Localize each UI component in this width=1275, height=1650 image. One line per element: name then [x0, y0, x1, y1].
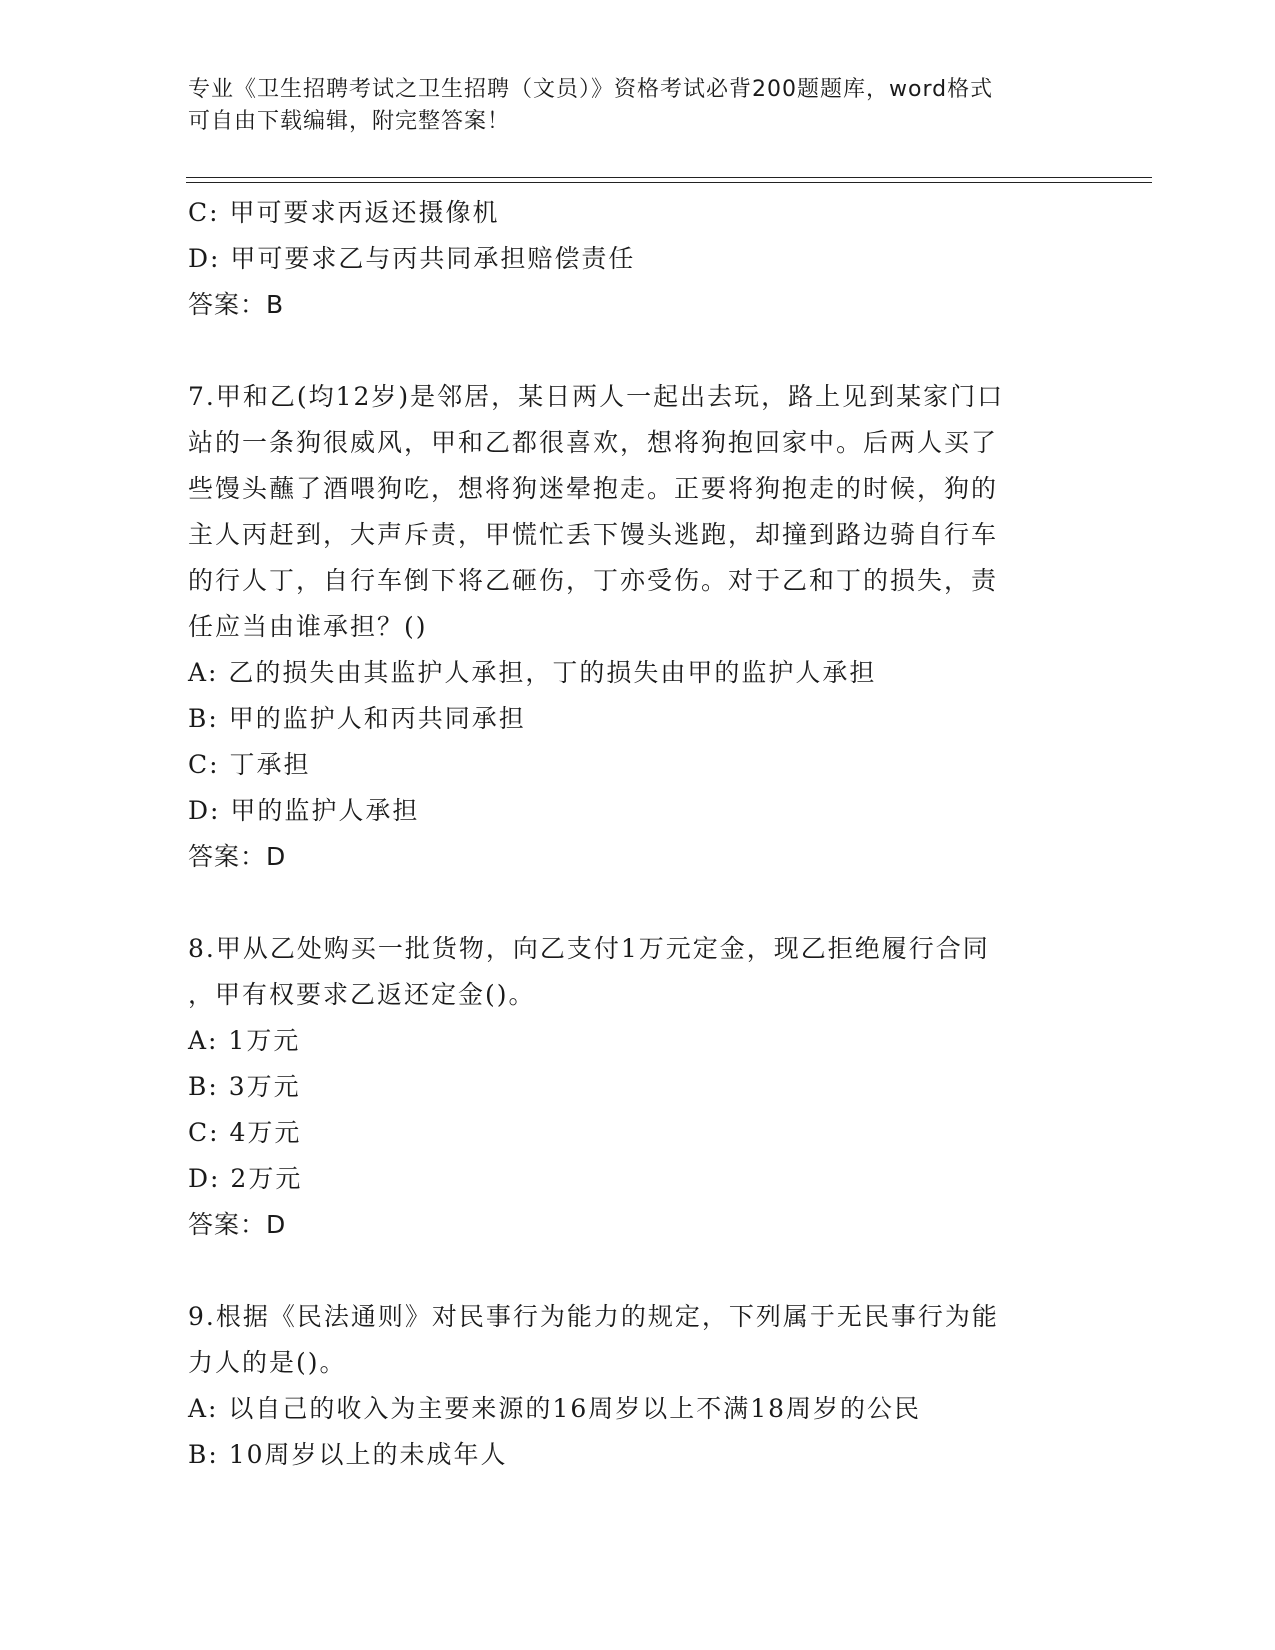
- question-8-option-b: B: 3万元: [188, 1072, 301, 1101]
- question-8-option-d: D: 2万元: [188, 1164, 303, 1193]
- question-7-stem-line-5: 的行人丁，自行车倒下将乙砸伤，丁亦受伤。对于乙和丁的损失，责: [188, 566, 999, 595]
- header-divider-top: [186, 177, 1152, 178]
- spacer: [188, 880, 1088, 926]
- question-7-option-b: B: 甲的监护人和丙共同承担: [188, 704, 526, 733]
- question-7-answer: 答案：D: [188, 842, 287, 871]
- question-7-stem-line-4: 主人丙赶到，大声斥责，甲慌忙丢下馒头逃跑，却撞到路边骑自行车: [188, 520, 999, 549]
- question-7-option-a: A: 乙的损失由其监护人承担，丁的损失由甲的监护人承担: [188, 658, 877, 687]
- header-divider-bottom: [186, 182, 1152, 183]
- question-8-option-a: A: 1万元: [188, 1026, 301, 1055]
- question-7-stem-line-2: 站的一条狗很威风，甲和乙都很喜欢，想将狗抱回家中。后两人买了: [188, 428, 999, 457]
- question-7-stem-line-1: 7.甲和乙(均12岁)是邻居，某日两人一起出去玩，路上见到某家门口: [188, 382, 1005, 411]
- prev-answer: 答案：B: [188, 290, 285, 319]
- question-7: [188, 374, 1088, 880]
- question-8-stem-line-1: 8.甲从乙处购买一批货物，向乙支付1万元定金，现乙拒绝履行合同: [188, 934, 990, 963]
- question-8-stem-line-2: ，甲有权要求乙返还定金()。: [188, 980, 536, 1009]
- document-header: [188, 74, 1068, 138]
- question-7-option-d: D: 甲的监护人承担: [188, 796, 420, 825]
- question-8-answer: 答案：D: [188, 1210, 287, 1239]
- question-8: [188, 926, 1088, 1248]
- question-8-option-c: C: 4万元: [188, 1118, 302, 1147]
- prev-option-d: D: 甲可要求乙与丙共同承担赔偿责任: [188, 244, 636, 273]
- question-9-option-b: B: 10周岁以上的未成年人: [188, 1440, 508, 1469]
- question-9-stem-line-1: 9.根据《民法通则》对民事行为能力的规定，下列属于无民事行为能: [188, 1302, 999, 1331]
- header-title-line-2: 可自由下载编辑，附完整答案！: [188, 109, 511, 134]
- question-9: [188, 1294, 1088, 1478]
- prev-option-c: C: 甲可要求丙返还摄像机: [188, 198, 500, 227]
- spacer: [188, 1248, 1088, 1294]
- question-7-stem-line-3: 些馒头蘸了酒喂狗吃，想将狗迷晕抱走。正要将狗抱走的时候，狗的: [188, 474, 999, 503]
- header-title-line-1: 专业《卫生招聘考试之卫生招聘（文员）》资格考试必背200题题库，word格式: [188, 77, 994, 102]
- question-9-stem-line-2: 力人的是()。: [188, 1348, 347, 1377]
- document-body: [188, 190, 1088, 1478]
- question-9-option-a: A: 以自己的收入为主要来源的16周岁以上不满18周岁的公民: [188, 1394, 922, 1423]
- question-7-option-c: C: 丁承担: [188, 750, 311, 779]
- question-7-stem-line-6: 任应当由谁承担？(): [188, 612, 428, 641]
- spacer: [188, 328, 1088, 374]
